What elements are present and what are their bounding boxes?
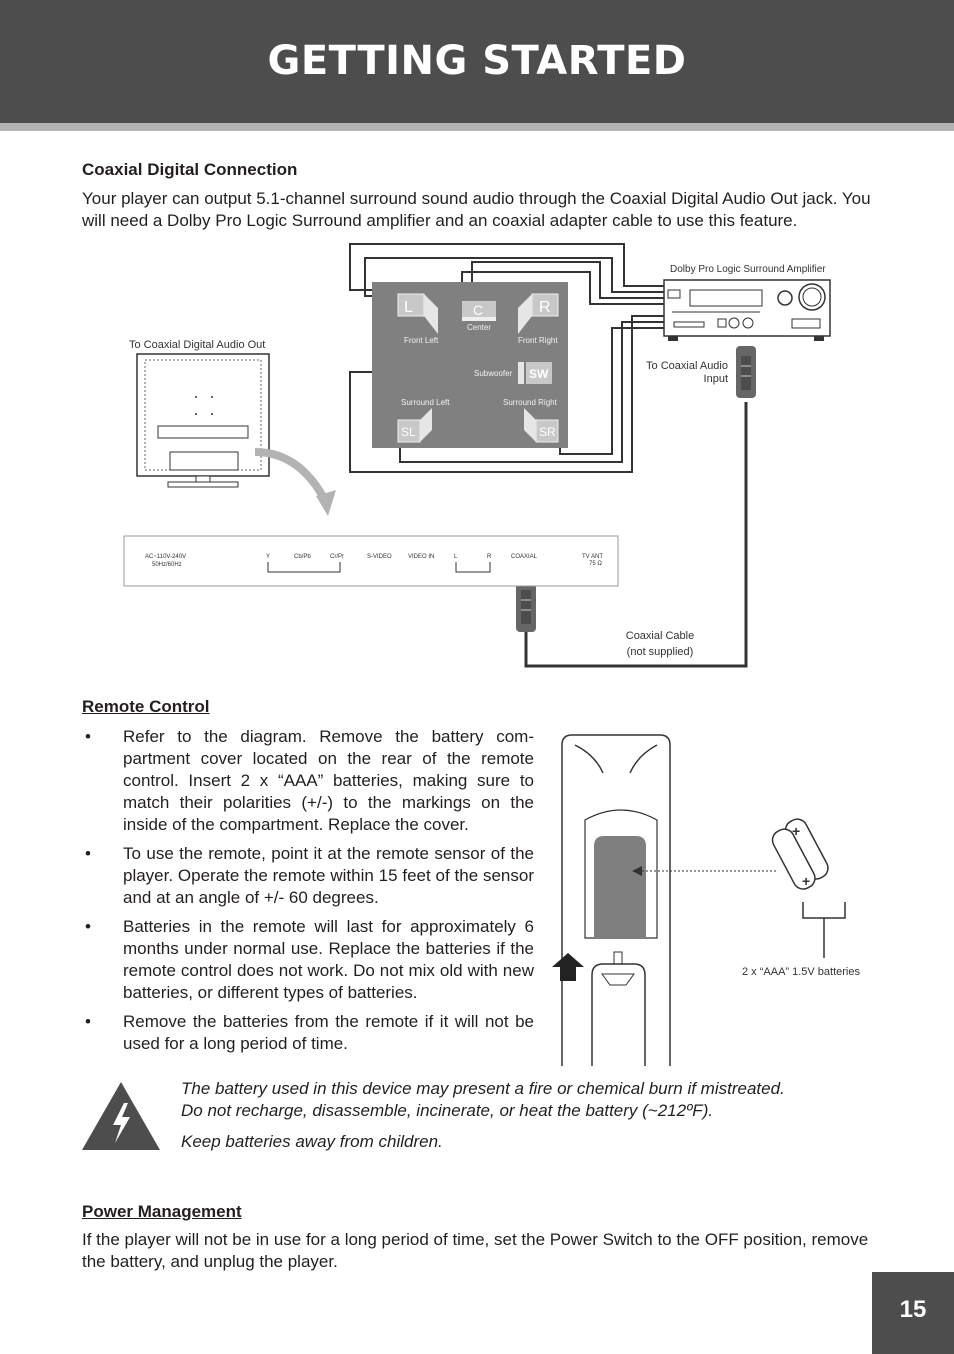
- warning-line-3: Keep batteries away from children.: [181, 1132, 443, 1151]
- battery-warning: [181, 1078, 881, 1162]
- label-surround-left: Surround Left: [401, 398, 450, 407]
- coax-plug-player: [516, 582, 536, 632]
- battery-cover-illustration: [592, 952, 645, 1066]
- page-number: 15: [872, 1272, 954, 1354]
- panel-svideo-label: S-VIDEO: [367, 554, 392, 560]
- svg-text:+: +: [802, 873, 811, 889]
- panel-ohm-label: 75 Ω: [589, 561, 602, 567]
- speaker-sr-letter: SR: [539, 425, 556, 439]
- coaxial-description: Your player can output 5.1-channel surround sound audio through the Coaxial Digital Audio Out jack. You will need a Dolby Pro Logic Surround amplifier and an coaxial adapter cable to use this feature.: [82, 189, 871, 230]
- panel-videoin-label: VIDEO IN: [408, 554, 435, 560]
- panel-cb-label: Cb/Pb: [294, 554, 311, 560]
- svg-text:+: +: [792, 823, 801, 839]
- list-item: • Refer to the diagram. Remove the battery com-partment cover located on the rear of the remote control. Insert 2 x “AAA” batteries, making sure to match their polarities (+/-) to the markings on the inside of the compartment. Replace the cover.: [85, 727, 534, 834]
- coax-input-label: To Coaxial Audio Input: [646, 360, 728, 385]
- panel-l-label: L: [454, 554, 458, 560]
- speaker-l-letter: L: [404, 299, 413, 316]
- player-rear-view: [137, 354, 269, 487]
- coaxial-section-title: Coaxial Digital Connection: [82, 160, 298, 179]
- aaa-batteries: [769, 816, 831, 893]
- page-title: GETTING STARTED: [267, 38, 687, 84]
- battery-compartment: [594, 836, 646, 938]
- list-item: • To use the remote, point it at the remote sensor of the player. Operate the remote within 15 feet of the sensor and at an angle of +/- 60 degrees.: [85, 844, 534, 907]
- speaker-sw-letter: SW: [529, 367, 549, 381]
- coax-cable-label: Coaxial Cable (not supplied): [625, 630, 695, 658]
- label-front-left: Front Left: [404, 336, 439, 345]
- label-subwoofer: Subwoofer: [474, 369, 513, 378]
- warning-line-1: The battery used in this device may present a fire or chemical burn if mistreated.: [181, 1079, 785, 1098]
- warning-line-2: Do not recharge, disassemble, incinerate, or heat the battery (~212ºF).: [181, 1101, 714, 1120]
- speaker-r-letter: R: [539, 299, 551, 316]
- label-front-right: Front Right: [518, 336, 558, 345]
- speaker-sl-letter: SL: [401, 425, 416, 439]
- remote-section-title: Remote Control: [82, 697, 210, 716]
- amplifier-label: Dolby Pro Logic Surround Amplifier: [670, 264, 826, 275]
- rear-panel-strip: [124, 536, 618, 586]
- power-section-title: Power Management: [82, 1202, 242, 1221]
- power-description: If the player will not be in use for a long period of time, set the Power Switch to the OFF position, remove the battery, and unplug the player.: [82, 1230, 869, 1271]
- panel-r-label: R: [487, 554, 492, 560]
- panel-cr-label: Cr/Pr: [330, 554, 344, 560]
- battery-label: 2 x “AAA” 1.5V batteries: [742, 966, 860, 978]
- coax-plug-amp: [736, 346, 756, 398]
- label-center: Center: [467, 323, 492, 332]
- panel-y-label: Y: [266, 554, 271, 560]
- coax-out-label: To Coaxial Digital Audio Out: [129, 339, 266, 351]
- panel-tvant-label: TV ANT: [582, 554, 604, 560]
- label-surround-right: Surround Right: [503, 398, 557, 407]
- panel-hz-label: 50Hz/60Hz: [152, 562, 182, 568]
- speaker-c-letter: C: [473, 302, 484, 318]
- list-item: • Batteries in the remote will last for approximately 6 months under normal use. Replace the batteries if the remote control does not work. Do not mix old with new batteries, or different types of batteries.: [85, 917, 534, 1002]
- list-item: • Remove the batteries from the remote if it will not be used for a long period of time.: [85, 1012, 534, 1053]
- panel-ac-label: AC~110V-240V: [145, 554, 187, 560]
- panel-coaxial-label: COAXIAL: [511, 554, 538, 560]
- slide-direction-arrow: [552, 953, 584, 981]
- amplifier-unit: [664, 280, 830, 341]
- remote-bullet-list: [82, 726, 534, 1062]
